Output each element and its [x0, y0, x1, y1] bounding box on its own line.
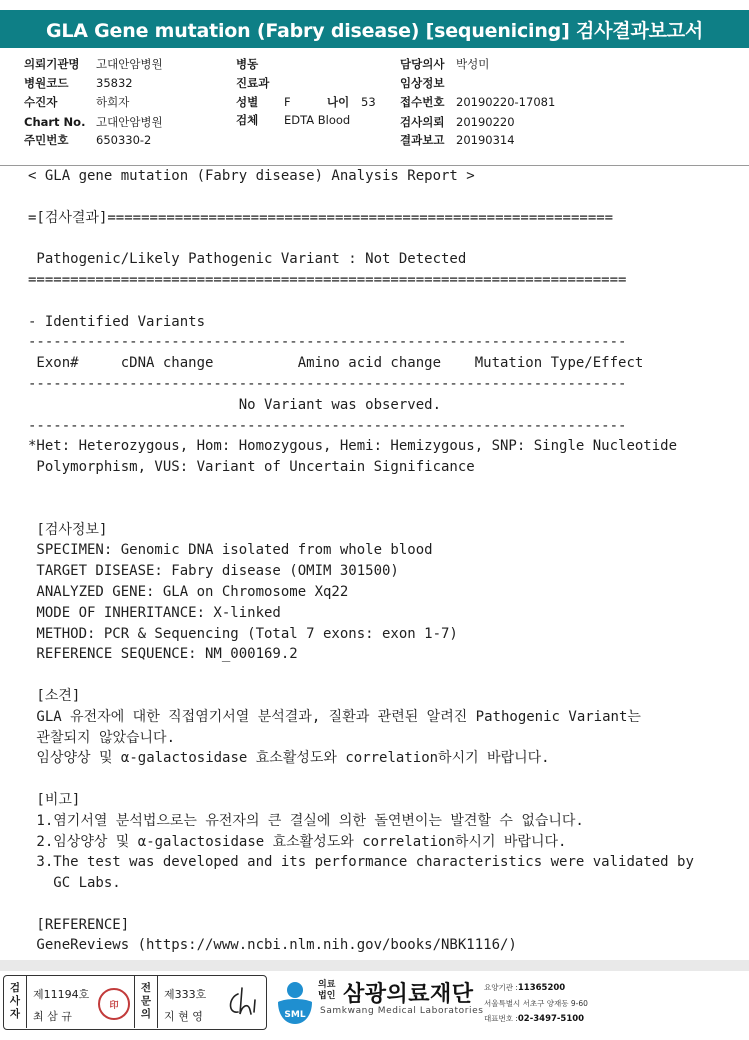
info-hospital-code: 병원코드 35832	[24, 76, 133, 90]
report-line: METHOD: PCR & Sequencing (Total 7 exons: exon 1-7)	[28, 625, 458, 642]
report-line: - Identified Variants	[28, 313, 206, 330]
seal-icon: 印	[98, 988, 130, 1020]
info-patient: 수진자 하희자	[24, 95, 130, 109]
report-line: =[검사결과]============================================================	[28, 209, 614, 226]
report-line	[28, 478, 748, 499]
report-line: -----------------------------------------------------------------------	[28, 417, 627, 434]
report-line: 3.The test was developed and its performance characteristics were validated by	[28, 854, 694, 871]
report-line: MODE OF INHERITANCE: X-linked	[28, 604, 281, 621]
signature-icon	[224, 984, 264, 1020]
signer2-name: 지 현 영	[164, 1010, 203, 1023]
report-line	[28, 665, 748, 686]
report-line: REFERENCE SEQUENCE: NM_000169.2	[28, 646, 298, 663]
report-line: Pathogenic/Likely Pathogenic Variant : Not Detected	[28, 251, 467, 268]
report-line: 임상양상 및 α-galactosidase 효소활성도와 correlation하시기 바랍니다.	[28, 750, 550, 767]
info-ward: 병동	[236, 57, 259, 71]
report-line: GC Labs.	[28, 875, 121, 892]
report-line: 1.염기서열 분석법으로는 유전자의 큰 결실에 의한 돌연변이는 발견할 수 없습니다.	[28, 812, 584, 829]
info-chart-no: Chart No. 고대안암병원	[24, 115, 163, 129]
signer2-license: 제333호	[164, 988, 207, 1001]
report-line: GLA 유전자에 대한 직접염기서열 분석결과, 질환과 관련된 알려진 Pathogenic Variant는	[28, 708, 641, 725]
info-sex: 성별 F	[236, 95, 291, 109]
info-receipt-no: 접수번호 20190220-17081	[400, 95, 556, 109]
report-line: No Variant was observed.	[28, 396, 442, 413]
report-line: TARGET DISEASE: Fabry disease (OMIM 301500)	[28, 563, 399, 580]
signer1-name: 최 삼 규	[33, 1010, 72, 1023]
info-specimen: 검체 EDTA Blood	[236, 113, 351, 127]
divider	[157, 976, 158, 1028]
info-clinical: 임상정보	[400, 76, 445, 90]
svg-text:SML: SML	[284, 1010, 306, 1020]
report-line	[28, 894, 748, 915]
page-band	[0, 960, 749, 971]
footer	[0, 972, 749, 1038]
info-request-date: 검사의뢰 20190220	[400, 115, 515, 129]
report-line: [비고]	[28, 791, 81, 808]
report-line: ANALYZED GENE: GLA on Chromosome Xq22	[28, 583, 349, 600]
report-line: Polymorphism, VUS: Variant of Uncertain Significance	[28, 459, 475, 476]
report-line: -----------------------------------------------------------------------	[28, 334, 627, 351]
org-prefix: 의료법인	[318, 980, 336, 1001]
info-report-date: 결과보고 20190314	[400, 133, 515, 147]
info-age: 나이 53	[327, 95, 376, 109]
report-line: < GLA gene mutation (Fabry disease) Analysis Report >	[28, 168, 475, 184]
report-line: [소견]	[28, 687, 81, 704]
info-id-number: 주민번호 650330-2	[24, 133, 152, 147]
divider	[134, 976, 135, 1028]
org-contact: 요양기관 :11365200 서울특별시 서초구 양재동 9-60 대표번호 :02-3497-5100	[484, 983, 588, 1024]
info-doctor: 담당의사 박성미	[400, 57, 490, 71]
signature-box	[3, 975, 267, 1030]
report-title: GLA Gene mutation (Fabry disease) [sequenicing] 검사결과보고서	[0, 10, 749, 48]
org-name: 삼광의료재단	[343, 982, 474, 1007]
report-line: 관찰되지 않았습니다.	[28, 729, 176, 746]
signer1-role: 검사자	[9, 982, 21, 1020]
report-line	[28, 228, 748, 249]
report-line: SPECIMEN: Genomic DNA isolated from whole blood	[28, 542, 433, 559]
report-line: =======================================================================	[28, 271, 627, 288]
report-line: GeneReviews (https://www.ncbi.nlm.nih.gov/books/NBK1116/)	[28, 937, 517, 954]
info-department: 진료과	[236, 76, 270, 90]
report-line	[28, 291, 748, 312]
report-body	[28, 166, 748, 956]
report-line: [검사정보]	[28, 521, 108, 538]
info-hospital-name: 의뢰기관명 고대안암병원	[24, 57, 163, 71]
report-line: [REFERENCE]	[28, 916, 130, 933]
patient-info	[24, 56, 724, 148]
report-line: -----------------------------------------------------------------------	[28, 375, 627, 392]
org-english-name: Samkwang Medical Laboratories	[320, 1006, 484, 1016]
report-line: 2.임상양상 및 α-galactosidase 효소활성도와 correlation하시기 바랍니다.	[28, 833, 567, 850]
divider	[26, 976, 27, 1028]
sml-logo-icon	[272, 980, 318, 1026]
report-line: *Het: Heterozygous, Hom: Homozygous, Hemi: Hemizygous, SNP: Single Nucleotide	[28, 438, 678, 455]
signer1-license: 제11194호	[33, 988, 90, 1001]
report-line	[28, 187, 748, 208]
signer2-role: 전문의	[140, 982, 152, 1020]
report-line: Exon# cDNA change Amino acid change Mutation Type/Effect	[28, 355, 644, 372]
report-line	[28, 499, 748, 520]
report-line	[28, 769, 748, 790]
